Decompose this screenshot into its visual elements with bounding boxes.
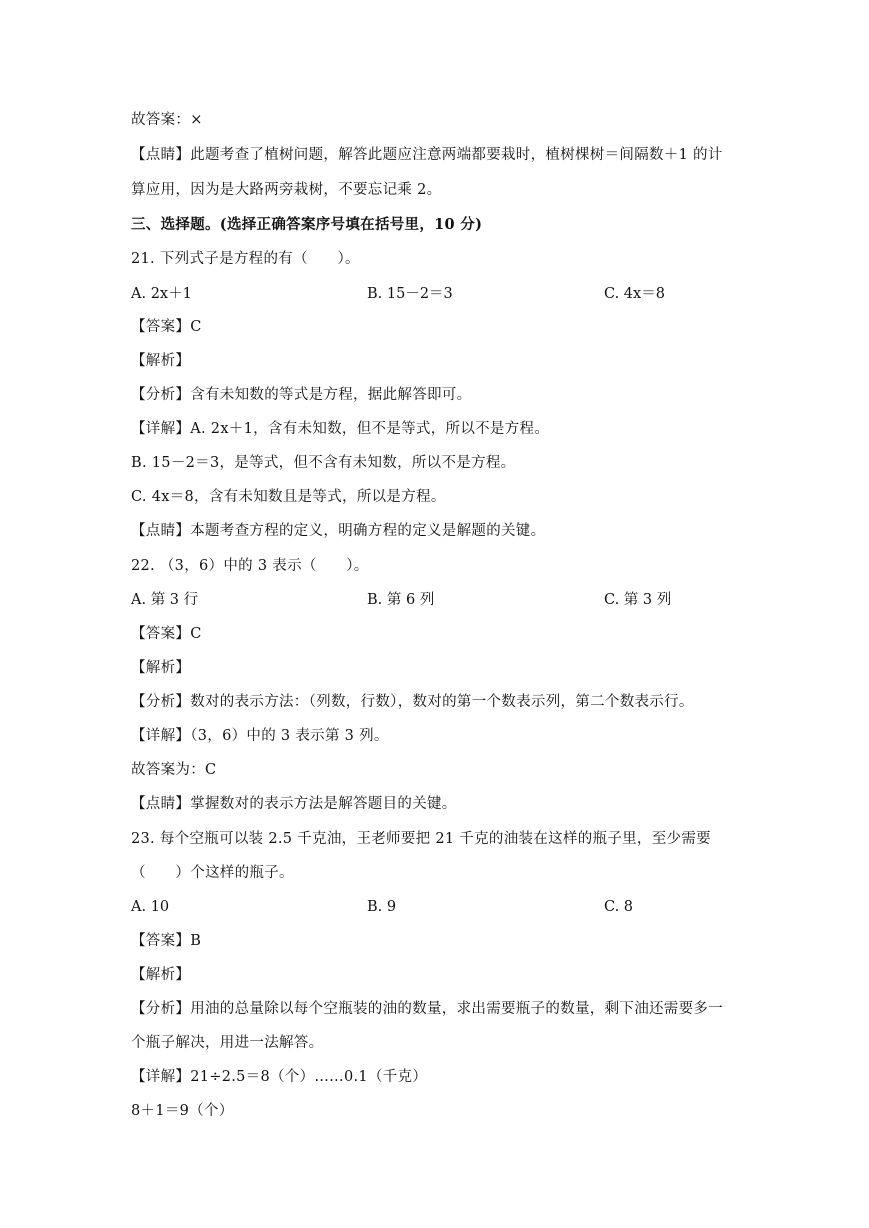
comment-line: 【点睛】此题考查了植树问题，解答此题应注意两端都要栽时，植树棵树＝间隔数＋1 的计 (131, 147, 723, 163)
q21-answer: 【答案】C (131, 319, 202, 335)
q23-detail: 【详解】21÷2.5＝8（个）……0.1（千克） (131, 1069, 428, 1085)
q21-option-c: C. 4x＝8 (604, 286, 665, 302)
section-heading: 三、选择题。(选择正确答案序号填在括号里，10 分) (131, 216, 483, 233)
q21-detail: 【详解】A. 2x＋1，含有未知数，但不是等式，所以不是方程。 (131, 421, 550, 437)
q22-option-a: A. 第 3 行 (131, 592, 199, 608)
q23-analysis-label: 【解析】 (131, 967, 191, 983)
q22-comment: 【点睛】掌握数对的表示方法是解答题目的关键。 (131, 796, 457, 812)
q21-option-b: B. 15－2＝3 (367, 286, 453, 302)
q22-detail: 【详解】（3，6）中的 3 表示第 3 列。 (131, 728, 389, 744)
q22-answer: 【答案】C (131, 626, 202, 642)
question-21: 21. 下列式子是方程的有（ ）。 (131, 251, 360, 267)
q21-detail-b: B. 15－2＝3，是等式，但不含有未知数，所以不是方程。 (131, 455, 516, 471)
q21-detail-c: C. 4x＝8，含有未知数且是等式，所以是方程。 (131, 489, 446, 505)
q22-final: 故答案为：C (131, 762, 217, 778)
answer-line: 故答案：× (131, 112, 203, 128)
q23-option-b: B. 9 (367, 899, 397, 915)
q21-comment: 【点睛】本题考查方程的定义，明确方程的定义是解题的关键。 (131, 523, 546, 539)
q23-analysis: 【分析】用油的总量除以每个空瓶装的油的数量，求出需要瓶子的数量，剩下油还需要多一 (131, 1001, 723, 1017)
question-23: 23. 每个空瓶可以装 2.5 千克油，王老师要把 21 千克的油装在这样的瓶子里，至少需要 (131, 831, 711, 847)
q23-answer: 【答案】B (131, 933, 202, 949)
question-22: 22. （3，6）中的 3 表示（ ）。 (131, 558, 369, 574)
q21-analysis: 【分析】含有未知数的等式是方程，据此解答即可。 (131, 387, 472, 403)
q21-analysis-label: 【解析】 (131, 353, 191, 369)
question-23-cont: （ ）个这样的瓶子。 (131, 865, 294, 881)
q21-option-a: A. 2x＋1 (131, 286, 192, 302)
q23-option-c: C. 8 (604, 899, 634, 915)
q22-analysis: 【分析】数对的表示方法：（列数，行数），数对的第一个数表示列，第二个数表示行。 (131, 694, 694, 710)
q23-analysis-cont: 个瓶子解决，用进一法解答。 (131, 1035, 324, 1051)
q22-analysis-label: 【解析】 (131, 660, 191, 676)
q23-option-a: A. 10 (131, 899, 170, 915)
q23-detail-cont: 8＋1＝9（个） (131, 1103, 234, 1119)
q22-option-b: B. 第 6 列 (367, 592, 435, 608)
comment-line-cont: 算应用，因为是大路两旁栽树，不要忘记乘 2。 (131, 182, 442, 198)
q22-option-c: C. 第 3 列 (604, 592, 672, 608)
